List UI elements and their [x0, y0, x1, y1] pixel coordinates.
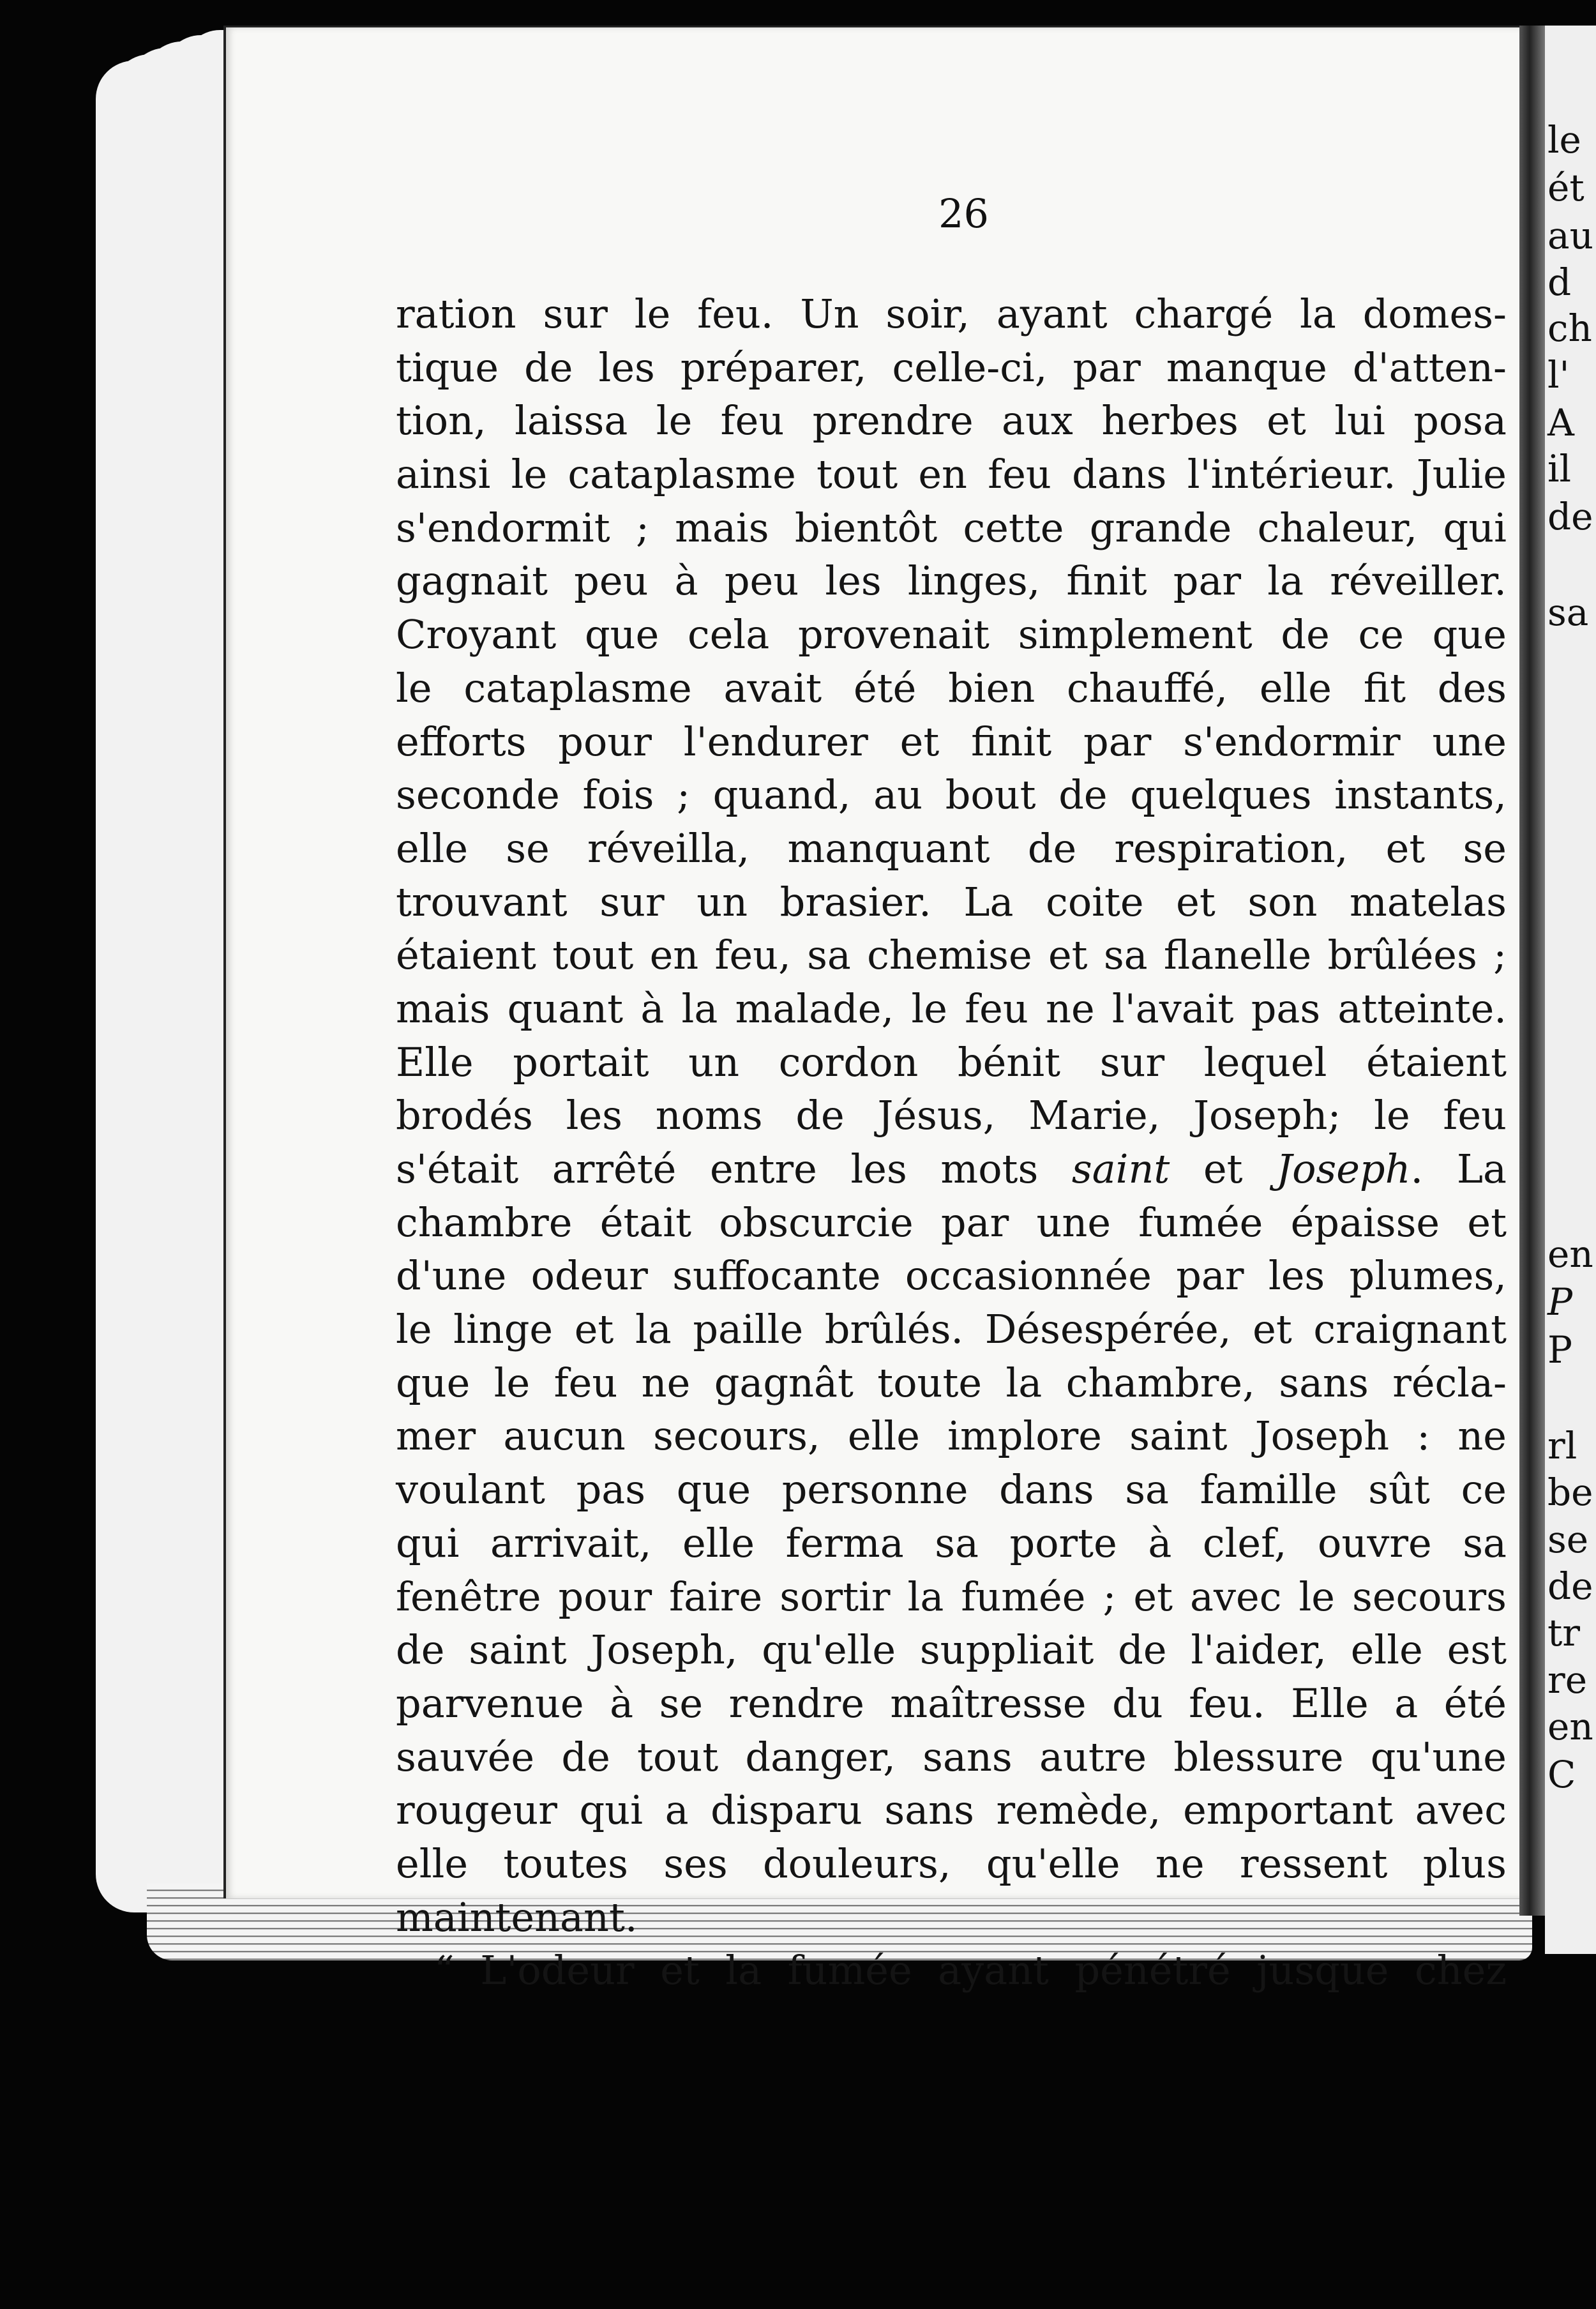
- text-line: mais quant à la malade, le feu ne l'avait pas atteinte.: [396, 985, 1507, 1032]
- text-line: Elle portait un cordon bénit sur lequel étaient: [396, 1038, 1507, 1086]
- facing-page-text-fragment: P: [1547, 1280, 1573, 1324]
- facing-page-text-fragment: il: [1547, 447, 1572, 490]
- text-line: gagnait peu à peu les linges, finit par la réveiller.: [396, 557, 1507, 605]
- text-line: fenêtre pour faire sortir la fumée ; et avec le secours: [396, 1573, 1507, 1620]
- text-line: “ L'odeur et la fumée ayant pénétré jusque chez: [434, 1947, 1507, 1994]
- facing-page-text-fragment: sa: [1547, 591, 1589, 634]
- facing-page-text-fragment: ch: [1547, 307, 1592, 350]
- italic-word: saint: [1071, 1146, 1170, 1192]
- facing-page-text-fragment: d: [1547, 261, 1572, 304]
- text-line: de saint Joseph, qu'elle suppliait de l'aider, elle est: [396, 1626, 1507, 1674]
- text-line: le linge et la paille brûlés. Désespérée, et craignant: [396, 1306, 1507, 1353]
- facing-page-text-fragment: le: [1547, 118, 1581, 162]
- facing-page-text-fragment: l': [1547, 353, 1570, 397]
- text-line: mer aucun secours, elle implore saint Joseph : ne: [396, 1412, 1507, 1460]
- text-run: . La: [1410, 1146, 1507, 1192]
- text-line: brodés les noms de Jésus, Marie, Joseph; le feu: [396, 1092, 1507, 1139]
- facing-page-text-fragment: en: [1547, 1232, 1593, 1276]
- text-line: d'une odeur suffocante occasionnée par les plumes,: [396, 1252, 1507, 1299]
- text-line: elle se réveilla, manquant de respiration, et se: [396, 824, 1507, 872]
- text-line: maintenant.: [396, 1893, 638, 1941]
- text-line: tion, laissa le feu prendre aux herbes et lui posa: [396, 397, 1507, 444]
- text-line: elle toutes ses douleurs, qu'elle ne ressent plus: [396, 1840, 1507, 1887]
- facing-page-text-fragment: rl: [1547, 1424, 1577, 1467]
- text-line: voulant pas que personne dans sa famille sût ce: [396, 1466, 1507, 1513]
- facing-page-text-fragment: au: [1547, 214, 1593, 257]
- facing-page-text-fragment: be: [1547, 1471, 1593, 1514]
- facing-page-text-fragment: ét: [1547, 166, 1585, 209]
- facing-page-text-fragment: P: [1547, 1328, 1573, 1372]
- facing-page-text-fragment: de: [1547, 1564, 1593, 1608]
- text-line: ainsi le cataplasme tout en feu dans l'intérieur. Julie: [396, 451, 1507, 498]
- text-line: chambre était obscurcie par une fumée épaisse et: [396, 1199, 1507, 1246]
- text-line: qui arrivait, elle ferma sa porte à clef, ouvre sa: [396, 1519, 1507, 1566]
- text-line: efforts pour l'endurer et finit par s'endormir une: [396, 718, 1507, 765]
- text-line: Croyant que cela provenait simplement de ce que: [396, 611, 1507, 658]
- facing-page-text-fragment: re: [1547, 1658, 1588, 1702]
- text-line: étaient tout en feu, sa chemise et sa flanelle brûlées ;: [396, 932, 1507, 979]
- text-line: ration sur le feu. Un soir, ayant chargé la domes-: [396, 291, 1507, 337]
- text-line: le cataplasme avait été bien chauffé, elle fit des: [396, 664, 1507, 711]
- text-run: s'était arrêté entre les mots: [396, 1146, 1072, 1192]
- facing-page-text-fragment: A: [1547, 401, 1574, 444]
- text-run: et: [1170, 1146, 1277, 1192]
- page-number: 26: [938, 190, 989, 237]
- facing-page-text-fragment: C: [1547, 1753, 1576, 1796]
- book-gutter: [1519, 26, 1545, 1916]
- text-line: s'endormit ; mais bientôt cette grande chaleur, qui: [396, 504, 1507, 551]
- text-line: tique de les préparer, celle-ci, par manque d'atten-: [396, 344, 1507, 391]
- text-line: trouvant sur un brasier. La coite et son matelas: [396, 878, 1507, 925]
- text-line: [396, 1142, 1507, 1196]
- page-body-text: [396, 287, 1507, 1997]
- facing-page-text-fragment: de: [1547, 495, 1593, 538]
- italic-word: Joseph: [1276, 1146, 1411, 1192]
- text-line: rougeur qui a disparu sans remède, emportant avec: [396, 1787, 1507, 1834]
- facing-page-text-fragment: se: [1547, 1518, 1589, 1561]
- facing-page-text-fragment: en: [1547, 1705, 1593, 1748]
- text-line: sauvée de tout danger, sans autre blessure qu'une: [396, 1733, 1507, 1780]
- text-line: seconde fois ; quand, au bout de quelques instants,: [396, 771, 1507, 819]
- facing-page-text-fragment: tr: [1547, 1611, 1581, 1654]
- text-line: que le feu ne gagnât toute la chambre, sans récla-: [396, 1359, 1507, 1406]
- text-line: parvenue à se rendre maîtresse du feu. Elle a été: [396, 1679, 1507, 1727]
- facing-page-fragment: [1545, 26, 1596, 1954]
